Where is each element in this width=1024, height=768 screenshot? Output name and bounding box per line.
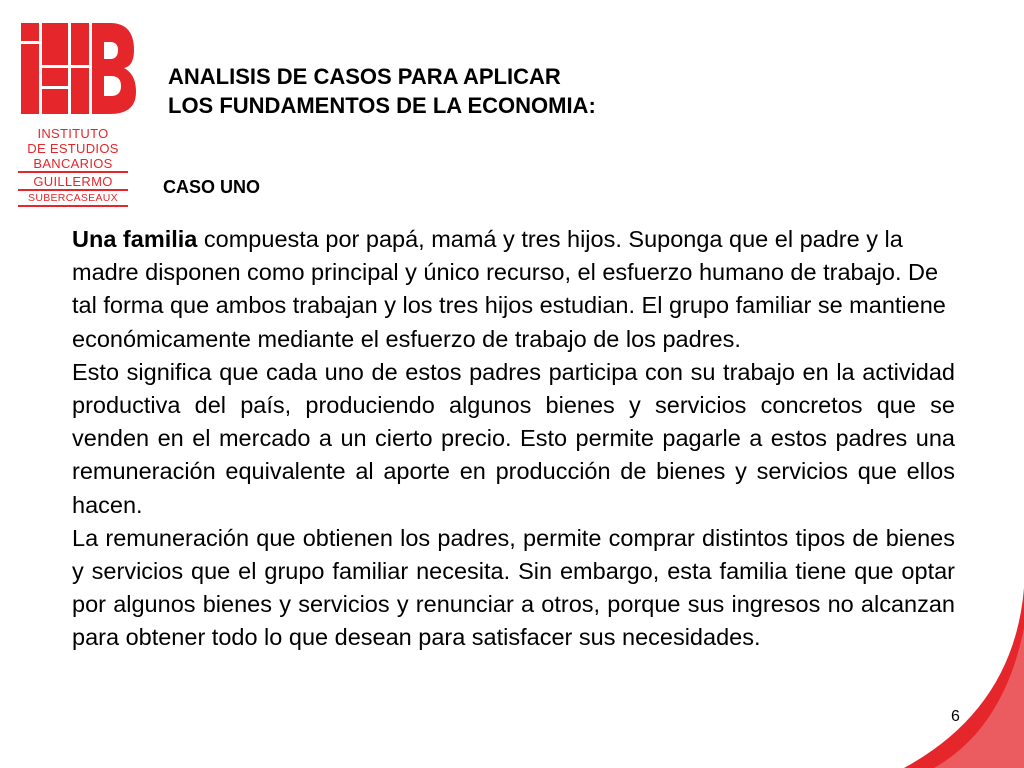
title-line-1: ANALISIS DE CASOS PARA APLICAR	[168, 64, 561, 89]
paragraph-1	[72, 223, 955, 356]
corner-swoosh-decoration	[844, 568, 1024, 768]
logo-line-1: INSTITUTO	[37, 126, 109, 141]
title-line-2: LOS FUNDAMENTOS DE LA ECONOMIA:	[168, 93, 596, 118]
logo-line-5: SUBERCASEAUX	[18, 192, 128, 207]
institute-logo	[18, 20, 136, 210]
page-title	[168, 62, 596, 120]
page-number: 6	[951, 708, 960, 725]
logo-line-3: BANCARIOS	[18, 156, 128, 173]
logo-line-4: GUILLERMO	[18, 174, 128, 191]
logo-line-2: DE ESTUDIOS	[27, 141, 119, 156]
case-body	[72, 223, 955, 655]
case-subtitle: CASO UNO	[163, 177, 261, 197]
paragraph-2: Esto significa que cada uno de estos padres participa con su trabajo en la actividad productiva del país, produciendo algunos bienes y servicios concretos que se venden en el mercado a un cierto precio. Esto permite pagarle a estos padres una remuneración equivalente al aporte en producción de bienes y servicios que ellos hacen.	[72, 358, 955, 518]
paragraph-3: La remuneración que obtienen los padres, permite comprar distintos tipos de bienes y servicios que el grupo familiar necesita. Sin embargo, esta familia tiene que optar por algunos bienes y servicios y renunciar a otros, porque sus ingresos no alcanzan para obtener todo lo que desean para satisfacer sus necesidades.	[72, 524, 955, 651]
paragraph-1-text: compuesta por papá, mamá y tres hijos. Suponga que el padre y la madre disponen como principal y único recurso, el esfuerzo humano de trabajo. De tal forma que ambos trabajan y los tres hijos estudian. El grupo familiar se mantiene económicamente mediante el esfuerzo de trabajo de los padres.	[72, 226, 946, 352]
paragraph-1-lead: Una familia	[72, 226, 198, 252]
institute-logo-mark	[18, 20, 136, 138]
institute-logo-text	[18, 126, 128, 207]
